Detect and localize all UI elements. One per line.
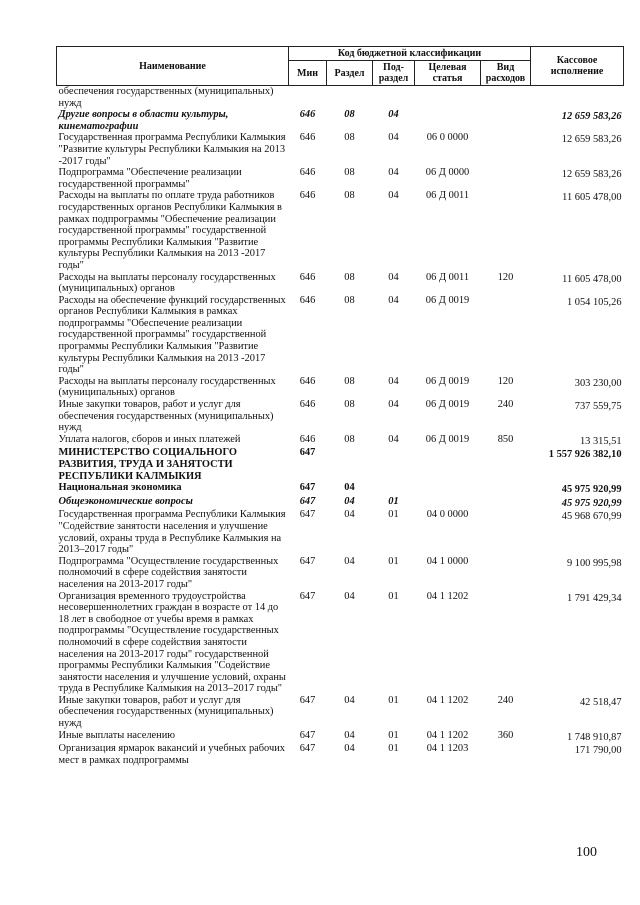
- cell-podrazdel: 01: [388, 590, 399, 602]
- cell-name: Другие вопросы в области культуры, кинематографии: [58, 109, 229, 132]
- cell-razdel: 04: [344, 590, 355, 602]
- cell-name: Организация временного трудоустройства несовершеннолетних граждан в возрасте от 14 до 18 лет в свободное от учебы время в рамках подпрограммы "Осуществление государственных полномочий в сфере содействия занятости населения на 2013-2017 годы" государственной программы Республики Калмыкия "Содействие занятости населения и улучшение условий, охраны труда в Республике Калмыкия на 2013–2017 годы": [58, 590, 286, 695]
- cell-razdel: 08: [344, 399, 355, 411]
- table-row: [57, 591, 624, 695]
- cell-article: 04 1 1202: [426, 729, 469, 741]
- cell-name: Уплата налогов, сборов и иных платежей: [58, 433, 241, 445]
- cell-name: Расходы на обеспечение функций государственных органов Республики Калмыкия в рамках подпрограммы "Обеспечение реализации государственной программы" государственной программы Республики Калмыкия "Развитие культуры Республики Калмыкия на 2013 -2017 годы": [58, 294, 286, 376]
- header-razdel: Раздел: [327, 61, 373, 86]
- cell-podrazdel: 04: [388, 271, 399, 283]
- table-row: [57, 743, 624, 766]
- cell-razdel: 04: [344, 555, 355, 567]
- table-row: [57, 447, 624, 482]
- cell-article: 06 Д 0011: [425, 271, 470, 283]
- cell-min: 647: [299, 447, 316, 459]
- header-podrazdel: Под- раздел: [373, 61, 415, 86]
- cell-min: 646: [299, 375, 316, 387]
- cell-min: 647: [299, 590, 316, 602]
- cell-article: 04 0 0000: [426, 509, 469, 521]
- cell-razdel: 08: [344, 375, 355, 387]
- cell-amount: 45 975 920,99: [561, 497, 622, 509]
- cell-amount: 13 315,51: [579, 435, 622, 447]
- cell-razdel: 08: [344, 271, 355, 283]
- cell-article: 06 Д 0019: [425, 399, 470, 411]
- cell-podrazdel: [373, 482, 415, 496]
- cell-razdel: [327, 86, 373, 110]
- cell-amount: 11 605 478,00: [562, 273, 622, 285]
- cell-razdel: 04: [344, 694, 355, 706]
- table-row: [57, 167, 624, 190]
- cell-podrazdel: 04: [388, 433, 399, 445]
- cell-min: 647: [299, 743, 316, 755]
- cell-vid: 850: [497, 433, 514, 445]
- cell-name: Иные выплаты населению: [58, 729, 176, 741]
- cell-article: 06 Д 0019: [425, 375, 470, 387]
- cell-amount: 1 557 926 382,10: [548, 449, 622, 461]
- cell-name: Расходы на выплаты по оплате труда работников государственных органов Республики Калмыкия в рамках подпрограммы "Обеспечение реализации государственной программы" государственной программы Республики Калмыкия "Развитие культуры Республики Калмыкия на 2013 -2017 годы": [58, 190, 282, 271]
- cell-article: 04 1 0000: [426, 555, 469, 567]
- cell-razdel: 04: [344, 495, 355, 507]
- table-row: [57, 399, 624, 434]
- table-row: [57, 132, 624, 167]
- cell-min: 646: [299, 271, 316, 283]
- cell-amount: 45 975 920,99: [561, 484, 622, 496]
- table-row: [57, 695, 624, 730]
- cell-razdel: [327, 447, 373, 482]
- cell-podrazdel: 04: [388, 190, 399, 202]
- header-name: Наименование: [57, 47, 289, 86]
- cell-amount: 11 605 478,00: [562, 192, 622, 204]
- cell-vid: [481, 109, 531, 132]
- cell-name: Подпрограмма "Обеспечение реализации государственной программы": [58, 167, 242, 190]
- table-row: [57, 86, 624, 110]
- cell-article: 06 Д 0011: [425, 190, 470, 202]
- cell-min: 646: [299, 294, 316, 306]
- cell-article: [415, 482, 481, 496]
- cell-razdel: 08: [344, 132, 355, 144]
- cell-min: 646: [299, 190, 316, 202]
- cell-name: Подпрограмма "Осуществление государственных полномочий в сфере содействия занятости населения на 2013-2017 годы": [58, 555, 279, 590]
- cell-vid: [481, 591, 531, 695]
- cell-amount: [531, 86, 624, 110]
- cell-article: 04 1 1202: [426, 590, 469, 602]
- cell-vid: 360: [497, 729, 514, 741]
- cell-min: 647: [299, 509, 316, 521]
- cell-min: 647: [299, 694, 316, 706]
- cell-podrazdel: 01: [388, 509, 399, 521]
- cell-vid: [481, 743, 531, 766]
- cell-amount: 12 659 583,26: [561, 169, 622, 181]
- cell-razdel: 08: [344, 167, 355, 179]
- cell-amount: 9 100 995,98: [566, 557, 622, 569]
- cell-razdel: 04: [344, 482, 355, 494]
- cell-name: Национальная экономика: [58, 482, 182, 494]
- cell-razdel: 08: [344, 433, 355, 445]
- cell-vid: [481, 482, 531, 496]
- cell-podrazdel: 01: [388, 729, 399, 741]
- cell-min: 646: [299, 109, 316, 121]
- cell-article: 06 Д 0019: [425, 294, 470, 306]
- cell-name: Иные закупки товаров, работ и услуг для обеспечения государственных (муниципальных) нужд: [58, 694, 274, 730]
- cell-podrazdel: 04: [388, 375, 399, 387]
- table-row: [57, 109, 624, 132]
- cell-vid: [481, 132, 531, 167]
- table-row: [57, 496, 624, 510]
- cell-vid: [481, 295, 531, 376]
- table-row: [57, 295, 624, 376]
- cell-min: 646: [299, 167, 316, 179]
- cell-podrazdel: [373, 447, 415, 482]
- cell-name: Общеэкономические вопросы: [58, 495, 193, 507]
- cell-min: 646: [299, 433, 316, 445]
- cell-min: 647: [299, 495, 316, 507]
- table-row: [57, 730, 624, 744]
- cell-razdel: 08: [344, 109, 355, 121]
- cell-name: Расходы на выплаты персоналу государственных (муниципальных) органов: [58, 375, 276, 399]
- cell-vid: [481, 556, 531, 591]
- cell-name: Расходы на выплаты персоналу государственных (муниципальных) органов: [58, 271, 276, 295]
- header-min: Мин: [289, 61, 327, 86]
- cell-podrazdel: 04: [388, 294, 399, 306]
- header-vid: Вид расходов: [481, 61, 531, 86]
- cell-vid: 240: [497, 399, 514, 411]
- cell-amount: 171 790,00: [574, 745, 622, 757]
- cell-min: [289, 86, 327, 110]
- cell-amount: 1 791 429,34: [566, 592, 622, 604]
- cell-article: 06 Д 0000: [425, 167, 470, 179]
- cell-vid: [481, 509, 531, 555]
- cell-name: Иные закупки товаров, работ и услуг для обеспечения государственных (муниципальных) нужд: [58, 399, 274, 434]
- cell-amount: 1 748 910,87: [566, 731, 622, 743]
- cell-vid: 120: [497, 375, 514, 387]
- cell-razdel: 04: [344, 509, 355, 521]
- cell-amount: 45 968 670,99: [561, 511, 622, 523]
- header-article: Целевая статья: [415, 61, 481, 86]
- cell-article: [415, 447, 481, 482]
- cell-podrazdel: [373, 86, 415, 110]
- cell-name: Государственная программа Республики Калмыкия "Содействие занятости населения и улучшение условий, охраны труда в Республике Калмыкия на 2013–2017 годы": [58, 509, 286, 556]
- cell-podrazdel: 01: [388, 495, 399, 507]
- cell-article: 06 0 0000: [426, 132, 469, 144]
- cell-podrazdel: 04: [388, 399, 399, 411]
- cell-min: 646: [299, 132, 316, 144]
- cell-article: [415, 86, 481, 110]
- cell-amount: 12 659 583,26: [561, 134, 622, 146]
- table-row: [57, 509, 624, 555]
- cell-podrazdel: 04: [388, 132, 399, 144]
- table-row: [57, 482, 624, 496]
- cell-amount: 737 559,75: [574, 401, 622, 413]
- cell-podrazdel: 04: [388, 167, 399, 179]
- budget-table: [56, 46, 624, 766]
- cell-vid: 120: [497, 271, 514, 283]
- cell-podrazdel: 04: [388, 109, 399, 121]
- cell-vid: 240: [497, 694, 514, 706]
- cell-name: МИНИСТЕРСТВО СОЦИАЛЬНОГО РАЗВИТИЯ, ТРУДА И ЗАНЯТОСТИ РЕСПУБЛИКИ КАЛМЫКИЯ: [58, 447, 237, 482]
- table-body: [57, 86, 624, 767]
- table-row: [57, 556, 624, 591]
- table-row: [57, 376, 624, 399]
- cell-amount: 1 054 105,26: [566, 296, 622, 308]
- cell-article: [415, 496, 481, 510]
- cell-article: 06 Д 0019: [425, 433, 470, 445]
- table-row: [57, 190, 624, 271]
- cell-article: [415, 109, 481, 132]
- cell-razdel: 04: [344, 743, 355, 755]
- header-execution: Кассовое исполнение: [531, 47, 624, 86]
- cell-vid: [481, 86, 531, 110]
- cell-podrazdel: 01: [388, 743, 399, 755]
- header-code-group: Код бюджетной классификации: [289, 47, 531, 61]
- cell-amount: 12 659 583,26: [561, 111, 622, 123]
- cell-amount: 303 230,00: [574, 377, 622, 389]
- cell-razdel: 08: [344, 190, 355, 202]
- cell-name: Государственная программа Республики Калмыкия "Развитие культуры Республики Калмыкия на 2013 -2017 годы": [58, 132, 286, 167]
- cell-razdel: 08: [344, 294, 355, 306]
- cell-name: обеспечения государственных (муниципальных) нужд: [58, 86, 274, 109]
- cell-podrazdel: 01: [388, 555, 399, 567]
- cell-podrazdel: 01: [388, 694, 399, 706]
- table-row: [57, 434, 624, 448]
- cell-article: 04 1 1202: [426, 694, 469, 706]
- cell-vid: [481, 190, 531, 271]
- cell-razdel: 04: [344, 729, 355, 741]
- cell-name: Организация ярмарок вакансий и учебных рабочих мест в рамках подпрограммы: [58, 743, 285, 766]
- cell-min: 647: [299, 729, 316, 741]
- cell-vid: [481, 447, 531, 482]
- cell-min: 647: [299, 482, 316, 494]
- cell-article: 04 1 1203: [426, 743, 469, 755]
- cell-vid: [481, 167, 531, 190]
- cell-vid: [481, 496, 531, 510]
- table-row: [57, 272, 624, 295]
- cell-amount: 42 518,47: [579, 696, 622, 708]
- table-header: [57, 47, 624, 86]
- cell-min: 646: [299, 399, 316, 411]
- cell-min: 647: [299, 555, 316, 567]
- page-number: 100: [576, 845, 597, 860]
